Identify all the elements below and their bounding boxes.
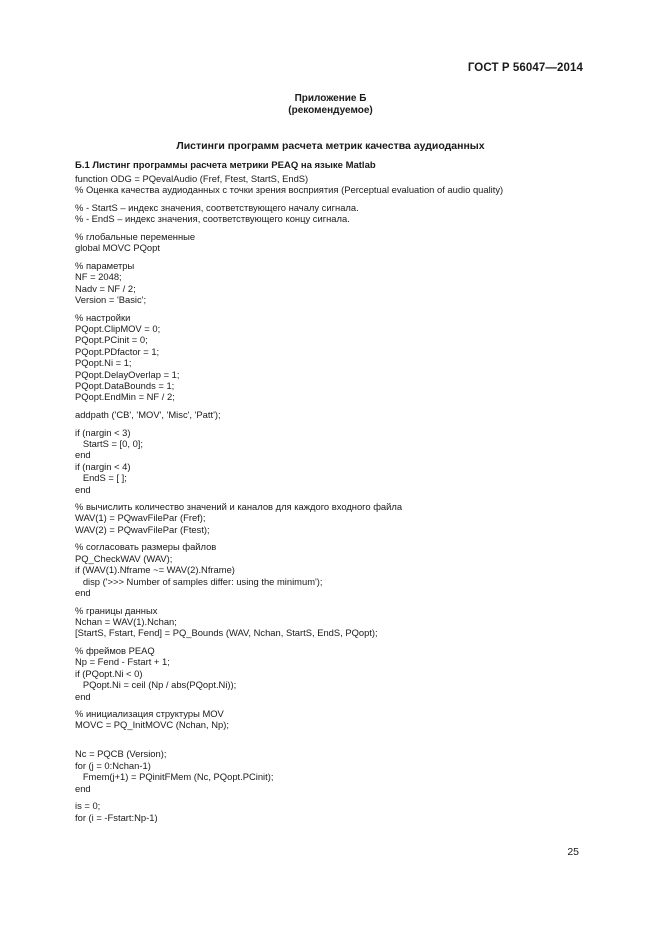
annex-heading — [0, 93, 661, 117]
code-line: Version = 'Basic'; — [75, 294, 147, 306]
code-line: end — [75, 782, 91, 794]
code-line: PQopt.EndMin = NF / 2; — [75, 391, 175, 403]
section-title: Листинги программ расчета метрик качества аудиоданных — [176, 140, 485, 152]
code-line: end — [75, 587, 91, 598]
code-line: if (nargin < 4) — [75, 460, 131, 472]
page-number: 25 — [567, 846, 579, 858]
code-line: Nchan = WAV(1).Nchan; — [75, 615, 177, 627]
code-line: PQopt.ClipMOV = 0; — [75, 323, 161, 335]
code-line: % вычислить количество значений и каналов для каждого входного файла — [75, 501, 403, 513]
code-line: % - StartS – индекс значения, соответствующего началу сигнала. — [75, 201, 359, 213]
code-line: StartS = [0, 0]; — [75, 437, 144, 449]
annex-title: Приложение Б — [294, 93, 367, 104]
code-line: MOVC = PQ_InitMOVC (Nchan, Np); — [75, 719, 229, 731]
code-line: % - EndS – индекс значения, соответствующего концу сигнала. — [75, 213, 350, 225]
code-line: Np = Fend - Fstart + 1; — [75, 656, 170, 668]
code-line: is = 0; — [75, 800, 101, 812]
code-line: addpath ('CB', 'MOV', 'Misc', 'Patt'); — [75, 408, 221, 420]
code-line: Nadv = NF / 2; — [75, 282, 136, 294]
code-line: if (PQopt.Ni < 0) — [75, 667, 143, 679]
code-line: % настройки — [75, 311, 131, 323]
code-line: if (WAV(1).Nframe ~= WAV(2).Nframe) — [75, 564, 235, 576]
code-line: WAV(1) = PQwavFilePar (Fref); — [75, 512, 206, 524]
code-line: % границы данных — [75, 604, 158, 616]
code-line: PQopt.PCinit = 0; — [75, 334, 148, 346]
code-line: if (nargin < 3) — [75, 426, 131, 438]
code-line: NF = 2048; — [75, 271, 122, 283]
code-line: disp ('>>> Number of samples differ: using the minimum'); — [75, 575, 323, 587]
code-line: end — [75, 690, 91, 702]
code-line: for (i = -Fstart:Np-1) — [75, 811, 158, 823]
code-line: % согласовать размеры файлов — [75, 541, 217, 553]
code-line: end — [75, 449, 91, 461]
annex-subtitle: (рекомендуемое) — [288, 105, 373, 116]
code-listing — [75, 173, 595, 823]
code-line: PQopt.PDfactor = 1; — [75, 345, 160, 357]
code-line: [StartS, Fstart, Fend] = PQ_Bounds (WAV, Nchan, StartS, EndS, PQopt); — [75, 627, 378, 639]
code-line — [75, 731, 595, 742]
document-id-header: ГОСТ Р 56047—2014 — [467, 62, 583, 74]
listing-title: Б.1 Листинг программы расчета метрики PEAQ на языке Matlab — [75, 160, 376, 171]
code-line: PQopt.DelayOverlap = 1; — [75, 368, 180, 380]
code-line: WAV(2) = PQwavFilePar (Ftest); — [75, 523, 210, 535]
code-line: EndS = [ ]; — [75, 472, 127, 484]
code-line: end — [75, 483, 91, 495]
code-line: for (j = 0:Nchan-1) — [75, 759, 151, 771]
code-line: PQopt.Ni = 1; — [75, 357, 132, 369]
code-line: global MOVC PQopt — [75, 242, 160, 254]
code-line: Nc = PQCB (Version); — [75, 748, 167, 760]
code-line: PQ_CheckWAV (WAV); — [75, 552, 173, 564]
code-line: % фреймов PEAQ — [75, 644, 155, 656]
code-line: Fmem(j+1) = PQinitFMem (Nc, PQopt.PCinit); — [75, 771, 274, 783]
code-line: function ODG = PQevalAudio (Fref, Ftest, StartS, EndS) — [75, 173, 309, 184]
code-line: % инициализация структуры MOV — [75, 708, 224, 720]
code-line: % параметры — [75, 259, 135, 271]
code-line: PQopt.DataBounds = 1; — [75, 380, 175, 391]
code-line: PQopt.Ni = ceil (Np / abs(PQopt.Ni)); — [75, 679, 237, 691]
code-line: % глобальные переменные — [75, 230, 196, 242]
code-line: % Оценка качества аудиоданных с точки зрения восприятия (Perceptual evaluation of audio quality) — [75, 184, 504, 196]
